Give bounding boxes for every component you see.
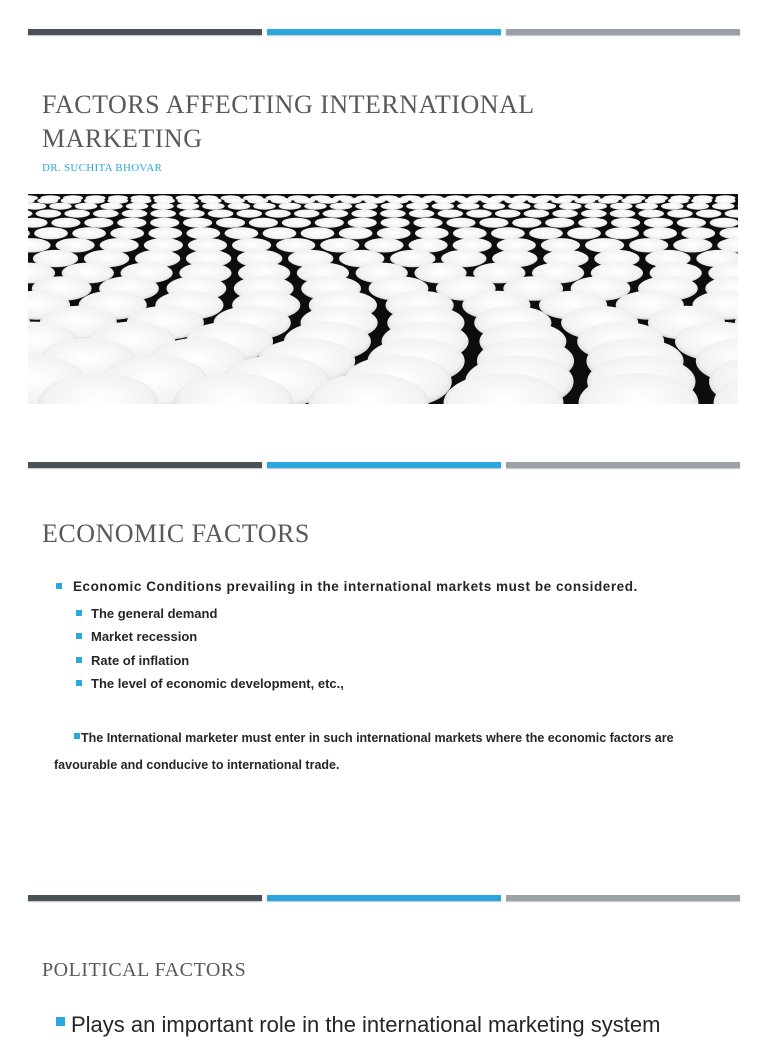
disc [64, 210, 90, 218]
disc [100, 203, 123, 210]
disc [249, 218, 278, 228]
disc [216, 218, 245, 228]
disc [122, 210, 148, 218]
disc [225, 227, 259, 239]
disc [177, 203, 200, 210]
disc [117, 218, 146, 228]
disc [318, 198, 339, 204]
disc [605, 227, 639, 239]
sub-bullet-general-demand: The general demand [76, 602, 344, 625]
disc [279, 203, 302, 210]
disc [545, 218, 574, 228]
disc [186, 227, 220, 239]
disc [202, 203, 225, 210]
disc [479, 218, 508, 228]
disc [183, 218, 212, 228]
disc [661, 203, 684, 210]
header-bar-blue [267, 462, 501, 468]
disc [636, 203, 659, 210]
disc [491, 227, 525, 239]
slide2-sub-bullets [76, 602, 344, 695]
disc [320, 238, 359, 252]
disc [508, 203, 531, 210]
disc [677, 218, 706, 228]
disc [638, 210, 664, 218]
slide3-header-bars [28, 895, 740, 901]
header-bar-blue [267, 895, 501, 901]
slide1-header-bars [28, 29, 740, 35]
disc [432, 203, 455, 210]
sub-bullet-inflation: Rate of inflation [76, 649, 344, 672]
disc [643, 227, 677, 239]
bullet-square-icon [74, 733, 80, 739]
disc [457, 203, 480, 210]
disc [681, 227, 715, 239]
disc [712, 203, 735, 210]
slide1-title: FACTORS AFFECTING INTERNATIONAL MARKETING [42, 90, 534, 153]
disc [483, 203, 506, 210]
disc [364, 238, 403, 252]
disc [237, 210, 263, 218]
disc [409, 210, 435, 218]
disc [330, 203, 353, 210]
slide3-title: POLITICAL FACTORS [42, 959, 247, 981]
disc [37, 198, 58, 204]
disc [529, 227, 563, 239]
disc [294, 198, 315, 204]
disc [84, 218, 113, 228]
disc [377, 227, 411, 239]
disc [228, 203, 251, 210]
disc [446, 218, 475, 228]
disc [351, 210, 377, 218]
disc [265, 210, 291, 218]
header-bar-gray [506, 29, 740, 35]
disc [466, 210, 492, 218]
disc [380, 210, 406, 218]
bullet-economic-conditions: Economic Conditions prevailing in the international markets must be considered. [56, 578, 638, 596]
disc [151, 203, 174, 210]
disc [355, 203, 378, 210]
slide1-author-subtitle: DR. SUCHITA BHOVAR [42, 162, 163, 174]
disc [524, 210, 550, 218]
disc [51, 218, 80, 228]
disc [34, 227, 68, 239]
disc [585, 203, 608, 210]
disc [304, 203, 327, 210]
disc [567, 227, 601, 239]
hero-discs-image [28, 194, 738, 404]
disc [49, 203, 72, 210]
disc [611, 218, 640, 228]
header-bar-dark [28, 29, 262, 35]
header-bar-dark [28, 462, 262, 468]
disc [598, 198, 619, 204]
sub-bullet-economic-development: The level of economic development, etc., [76, 672, 344, 695]
disc [687, 203, 710, 210]
header-bar-blue [267, 29, 501, 35]
disc [696, 210, 722, 218]
slide2-header-bars [28, 462, 740, 468]
disc [348, 218, 377, 228]
disc [610, 203, 633, 210]
disc [72, 227, 106, 239]
disc [667, 210, 693, 218]
disc [610, 210, 636, 218]
header-bar-gray [506, 462, 740, 468]
disc [36, 210, 62, 218]
disc [381, 218, 410, 228]
slide3-first-bullet [56, 1012, 660, 1038]
disc [150, 218, 179, 228]
sub-bullet-market-recession: Market recession [76, 625, 344, 648]
disc [179, 210, 205, 218]
disc [495, 210, 521, 218]
disc [208, 210, 234, 218]
slide2-title: ECONOMIC FACTORS [42, 519, 310, 548]
disc [110, 227, 144, 239]
disc [438, 210, 464, 218]
disc [575, 198, 596, 204]
disc [415, 227, 449, 239]
disc [453, 227, 487, 239]
disc [315, 218, 344, 228]
disc [413, 218, 442, 228]
header-bar-gray [506, 895, 740, 901]
disc [559, 203, 582, 210]
disc [552, 210, 578, 218]
disc [282, 218, 311, 228]
disc [381, 203, 404, 210]
disc [148, 227, 182, 239]
disc [75, 203, 98, 210]
disc [253, 203, 276, 210]
disc [93, 210, 119, 218]
disc [150, 210, 176, 218]
slide2-main-bullets [56, 578, 638, 596]
disc [301, 227, 335, 239]
disc [323, 210, 349, 218]
disc [126, 203, 149, 210]
slide2-paragraph [54, 725, 714, 779]
disc [644, 218, 673, 228]
disc [263, 227, 297, 239]
disc [710, 218, 738, 228]
slide3-first-bullet-text: Plays an important role in the international marketing system [71, 1012, 661, 1037]
bullet-square-icon [56, 1017, 65, 1026]
disc [512, 218, 541, 228]
disc [294, 210, 320, 218]
disc [534, 203, 557, 210]
disc [578, 218, 607, 228]
disc [406, 203, 429, 210]
header-bar-dark [28, 895, 262, 901]
disc [339, 227, 373, 239]
disc [581, 210, 607, 218]
paragraph-text: The International marketer must enter in such international markets where the economic factors are favourable and conducive to international trade. [54, 731, 674, 772]
disc [673, 238, 712, 252]
